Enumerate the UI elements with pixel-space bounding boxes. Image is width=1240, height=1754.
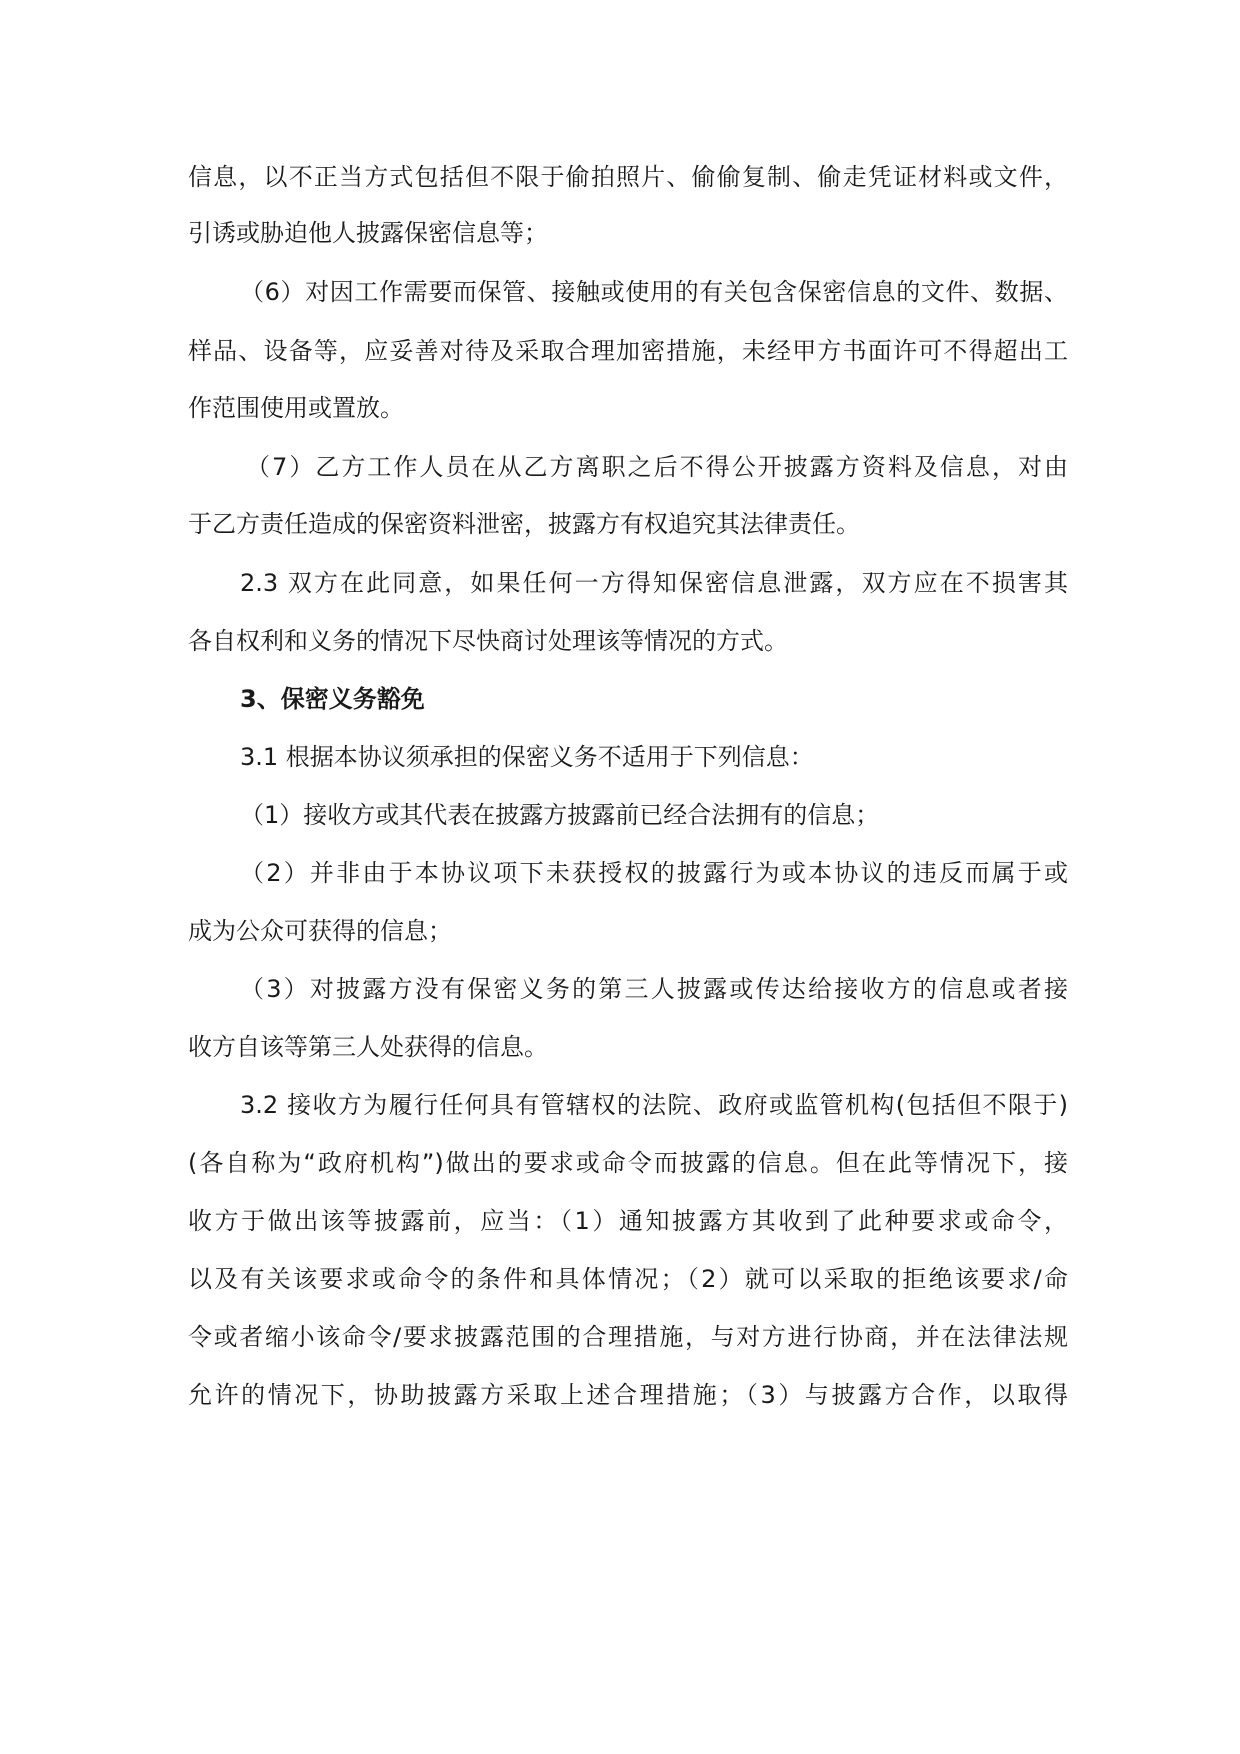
section-heading: 3、保密义务豁免 <box>240 685 425 713</box>
paragraph-line: 以及有关该要求或命令的条件和具体情况；（2）就可以采取的拒绝该要求/命 <box>188 1265 1068 1293</box>
paragraph-line: 各自权利和义务的情况下尽快商讨处理该等情况的方式。 <box>188 627 788 655</box>
paragraph-line: 成为公众可获得的信息； <box>188 917 452 945</box>
paragraph-line: 于乙方责任造成的保密资料泄密，披露方有权追究其法律责任。 <box>188 510 860 538</box>
clause-7-line: （7）乙方工作人员在从乙方离职之后不得公开披露方资料及信息，对由 <box>246 453 1068 481</box>
paragraph-line: 信息，以不正当方式包括但不限于偷拍照片、偷偷复制、偷走凭证材料或文件， <box>188 163 1068 191</box>
paragraph-line: (各自称为“政府机构”)做出的要求或命令而披露的信息。但在此等情况下，接 <box>188 1149 1068 1177</box>
section-3-1-line: 3.1 根据本协议须承担的保密义务不适用于下列信息： <box>240 743 814 771</box>
paragraph-line: 允许的情况下，协助披露方采取上述合理措施；（3）与披露方合作，以取得 <box>188 1381 1068 1409</box>
paragraph-line: 引诱或胁迫他人披露保密信息等； <box>188 219 548 247</box>
exemption-2-line: （2）并非由于本协议项下未获授权的披露行为或本协议的违反而属于或 <box>240 859 1068 887</box>
exemption-1-line: （1）接收方或其代表在披露方披露前已经合法拥有的信息； <box>240 801 880 829</box>
clause-6-line: （6）对因工作需要而保管、接触或使用的有关包含保密信息的文件、数据、 <box>240 278 1068 306</box>
paragraph-line: 样品、设备等，应妥善对待及采取合理加密措施，未经甲方书面许可不得超出工 <box>188 337 1068 365</box>
section-2-3-line: 2.3 双方在此同意，如果任何一方得知保密信息泄露，双方应在不损害其 <box>240 569 1068 597</box>
paragraph-line: 令或者缩小该命令/要求披露范围的合理措施，与对方进行协商，并在法律法规 <box>188 1323 1068 1351</box>
paragraph-line: 收方于做出该等披露前，应当：（1）通知披露方其收到了此种要求或命令， <box>188 1207 1068 1235</box>
section-3-2-line: 3.2 接收方为履行任何具有管辖权的法院、政府或监管机构(包括但不限于) <box>240 1091 1068 1119</box>
paragraph-line: 收方自该等第三人处获得的信息。 <box>188 1033 548 1061</box>
paragraph-line: 作范围使用或置放。 <box>188 394 404 422</box>
exemption-3-line: （3）对披露方没有保密义务的第三人披露或传达给接收方的信息或者接 <box>240 975 1068 1003</box>
